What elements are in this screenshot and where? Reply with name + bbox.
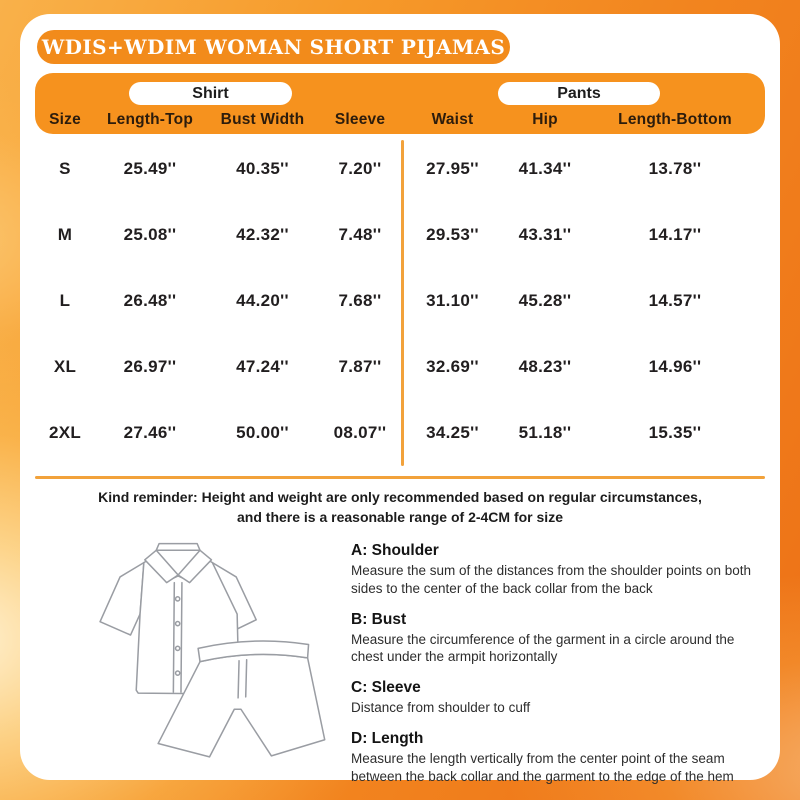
value-cell: 13.78''	[648, 159, 702, 178]
size-chart-card	[20, 14, 780, 784]
value-cell: 26.97''	[123, 357, 177, 376]
shirt-pants-divider	[401, 140, 404, 466]
value-cell: 27.95''	[426, 159, 479, 178]
instruction-body: Distance from shoulder to cuff	[351, 700, 531, 716]
value-cell: 14.96''	[648, 357, 702, 376]
table-row-m	[35, 202, 765, 268]
instruction-item-bust	[351, 611, 762, 667]
table-row-s	[35, 136, 765, 202]
value-cell: 47.24''	[236, 357, 289, 376]
value-cell: 14.17''	[648, 225, 702, 244]
table-row-xl	[35, 334, 765, 400]
value-cell: 14.57''	[648, 291, 702, 310]
value-cell: 08.07''	[333, 423, 387, 442]
value-cell: 51.18''	[518, 423, 572, 442]
value-cell: 48.23''	[518, 357, 572, 376]
value-cell: 7.48''	[338, 225, 382, 244]
group-label-shirt: Shirt	[192, 84, 229, 102]
column-header-size: Size	[49, 111, 81, 128]
value-cell: 27.46''	[123, 423, 177, 442]
table-row-l	[35, 268, 765, 334]
instruction-heading: A: Shoulder	[351, 542, 439, 559]
value-cell: 45.28''	[518, 291, 572, 310]
column-header-row	[35, 111, 765, 129]
group-label-pants: Pants	[557, 84, 601, 102]
kind-reminder-line1: Kind reminder: Height and weight are only recommended based on regular circumstances,	[98, 489, 702, 505]
value-cell: 7.20''	[338, 159, 382, 178]
shirt-button	[176, 646, 180, 650]
column-header-waist: Waist	[431, 111, 474, 128]
value-cell: 41.34''	[518, 159, 572, 178]
column-header-bust-width: Bust Width	[220, 111, 305, 128]
measure-guide-text	[343, 536, 766, 784]
instruction-item-sleeve	[351, 679, 762, 717]
instruction-heading: C: Sleeve	[351, 679, 421, 697]
value-cell: 29.53''	[426, 225, 479, 244]
table-row-2xl	[35, 400, 765, 466]
value-cell: 44.20''	[236, 291, 289, 310]
instruction-heading: B: Bust	[351, 610, 407, 628]
kind-reminder	[40, 488, 760, 527]
size-cell: L	[59, 291, 71, 310]
value-cell: 34.25''	[426, 423, 479, 442]
size-cell: S	[59, 159, 71, 178]
value-cell: 7.68''	[338, 291, 382, 310]
instruction-body: Measure the length vertically from the center point of the seam between the back collar and the garment to the edge of the hem	[351, 751, 734, 784]
page-title-pill	[37, 30, 510, 64]
table-header-band	[35, 73, 765, 134]
value-cell: 40.35''	[236, 159, 289, 178]
shirt-left-sleeve	[100, 563, 144, 635]
pajama-set-illustration	[38, 536, 343, 774]
page-title: WDIS+WDIM WOMAN SHORT PIJAMAS	[41, 35, 506, 59]
table-footer-divider	[35, 476, 765, 479]
group-pill-shirt	[129, 82, 292, 105]
value-cell: 42.32''	[236, 225, 289, 244]
shirt-button	[176, 671, 180, 675]
shirt-button	[176, 597, 180, 601]
column-header-sleeve: Sleeve	[334, 111, 386, 128]
instruction-item-length	[351, 730, 762, 786]
size-table-body	[35, 136, 765, 466]
shirt-button	[176, 621, 180, 625]
value-cell: 50.00''	[236, 423, 289, 442]
value-cell: 31.10''	[426, 291, 479, 310]
column-header-length-bottom: Length-Bottom	[618, 111, 732, 128]
size-cell: 2XL	[48, 423, 82, 442]
instruction-heading: D: Length	[351, 730, 424, 748]
instruction-item-shoulder	[351, 542, 762, 598]
value-cell: 26.48''	[123, 291, 177, 310]
value-cell: 15.35''	[648, 423, 702, 442]
value-cell: 25.49''	[123, 159, 177, 178]
kind-reminder-line2: and there is a reasonable range of 2-4CM for size	[237, 508, 563, 525]
value-cell: 32.69''	[426, 357, 479, 376]
instruction-body: Measure the sum of the distances from the shoulder points on both sides to the center of the back collar from the back	[351, 563, 751, 596]
column-header-length-top: Length-Top	[106, 111, 194, 128]
group-pill-pants	[498, 82, 660, 105]
instruction-body: Measure the circumference of the garment in a circle around the chest under the armpit horizontally	[351, 631, 735, 665]
value-cell: 25.08''	[123, 225, 177, 244]
measure-guide-section	[38, 536, 766, 784]
shirt-collar-back	[156, 544, 200, 551]
value-cell: 43.31''	[518, 225, 572, 244]
value-cell: 7.87''	[338, 357, 382, 376]
column-header-hip: Hip	[532, 111, 558, 128]
size-cell: M	[57, 225, 73, 244]
size-cell: XL	[53, 357, 77, 376]
